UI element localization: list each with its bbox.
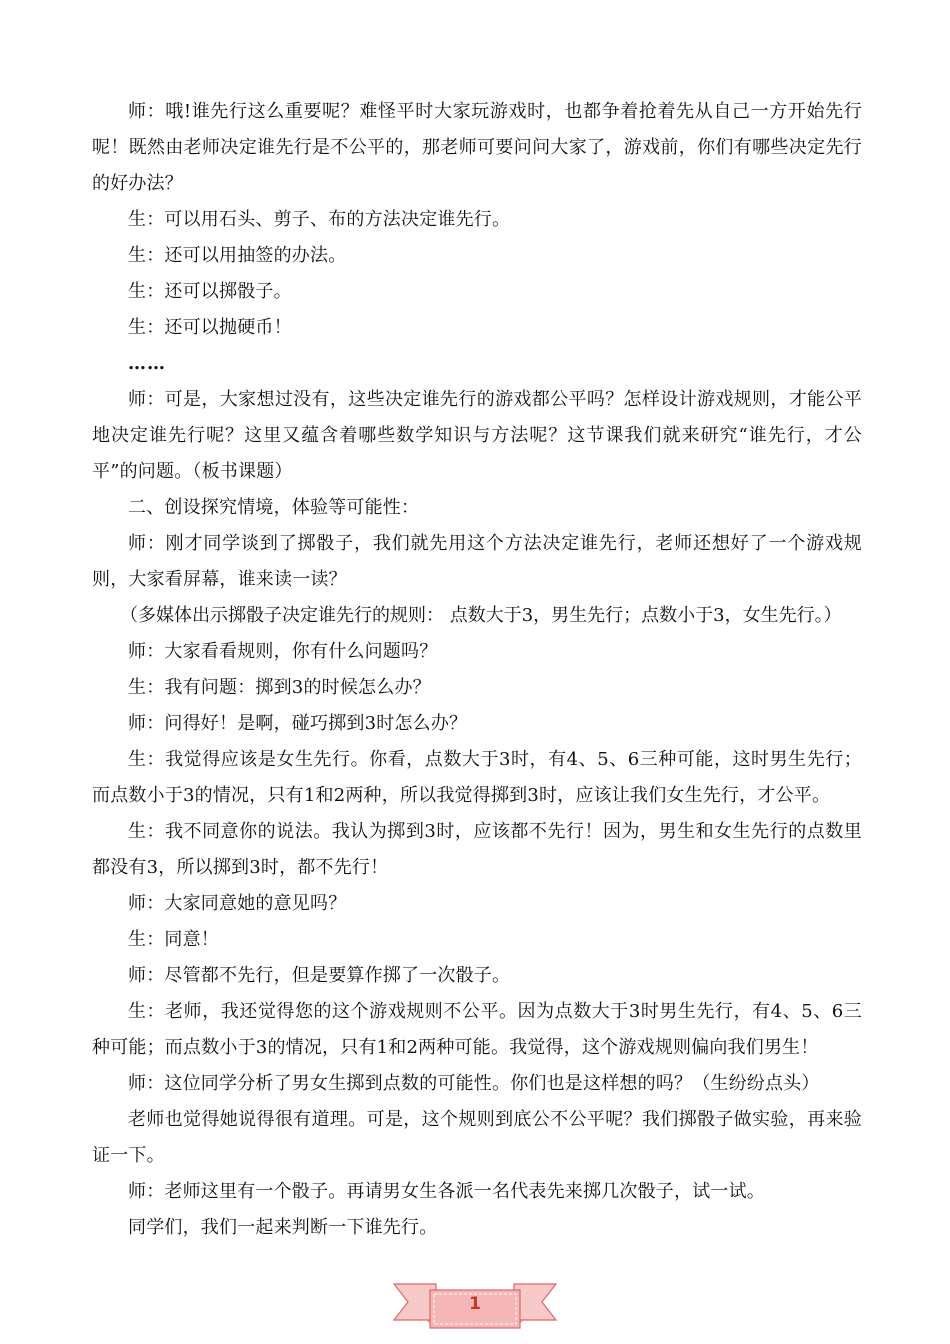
paragraph: 师：问得好！是啊，碰巧掷到3时怎么办？ xyxy=(128,713,468,734)
page-number: 1 xyxy=(469,1294,481,1314)
paragraph: 生：我有问题：掷到3的时候怎么办？ xyxy=(128,677,431,698)
paragraph: 生：同意！ xyxy=(128,929,219,950)
paragraph: 生：还可以掷骰子。 xyxy=(128,281,292,302)
paragraph: 师：大家同意她的意见吗？ xyxy=(128,893,347,914)
page-footer xyxy=(390,1270,560,1336)
paragraph: 生：老师，我还觉得您的这个游戏规则不公平。因为点数大于3时男生先行，有4、5、6三种可能；而点数小于3的情况，只有1和2两种可能。我觉得，这个游戏规则偏向我们男生！ xyxy=(92,1001,862,1058)
paragraph: 生：还可以抛硬币！ xyxy=(128,317,292,338)
paragraph: 生：可以用石头、剪子、布的方法决定谁先行。 xyxy=(128,209,511,230)
paragraph: 师：可是，大家想过没有，这些决定谁先行的游戏都公平吗？怎样设计游戏规则，才能公平地决定谁先行呢？这里又蕴含着哪些数学知识与方法呢？这节课我们就来研究“谁先行，才公平”的问题。（板书课题） xyxy=(92,389,862,482)
paragraph: 师：这位同学分析了男女生掷到点数的可能性。你们也是这样想的吗？（生纷纷点头） xyxy=(128,1073,820,1094)
section-heading: 二、创设探究情境，体验等可能性： xyxy=(128,497,420,518)
paragraph: 师：刚才同学谈到了掷骰子，我们就先用这个方法决定谁先行，老师还想好了一个游戏规则，大家看屏幕，谁来读一读？ xyxy=(92,533,862,590)
document-body xyxy=(92,94,862,1246)
paragraph: 师：哦!谁先行这么重要呢？难怪平时大家玩游戏时，也都争着抢着先从自己一方开始先行呢！既然由老师决定谁先行是不公平的，那老师可要问问大家了，游戏前，你们有哪些决定先行的好办法？ xyxy=(92,101,862,194)
paragraph: 生：我觉得应该是女生先行。你看，点数大于3时，有4、5、6三种可能，这时男生先行；而点数小于3的情况，只有1和2两种，所以我觉得掷到3时，应该让我们女生先行，才公平。 xyxy=(92,749,862,806)
paragraph: 生：还可以用抽签的办法。 xyxy=(128,245,347,266)
ellipsis-line: …… xyxy=(128,353,166,374)
paragraph: 师：尽管都不先行，但是要算作掷了一次骰子。 xyxy=(128,965,511,986)
paragraph: 师：大家看看规则，你有什么问题吗？ xyxy=(128,641,438,662)
paragraph: 师：老师这里有一个骰子。再请男女生各派一名代表先来掷几次骰子，试一试。 xyxy=(128,1181,765,1202)
paragraph: （多媒体出示掷骰子决定谁先行的规则： 点数大于3，男生先行；点数小于3，女生先行。） xyxy=(120,605,842,626)
paragraph: 老师也觉得她说得很有道理。可是，这个规则到底公不公平呢？我们掷骰子做实验，再来验证一下。 xyxy=(92,1109,862,1166)
paragraph: 生：我不同意你的说法。我认为掷到3时，应该都不先行！因为，男生和女生先行的点数里都没有3，所以掷到3时，都不先行！ xyxy=(92,821,862,878)
paragraph: 同学们，我们一起来判断一下谁先行。 xyxy=(128,1217,438,1238)
